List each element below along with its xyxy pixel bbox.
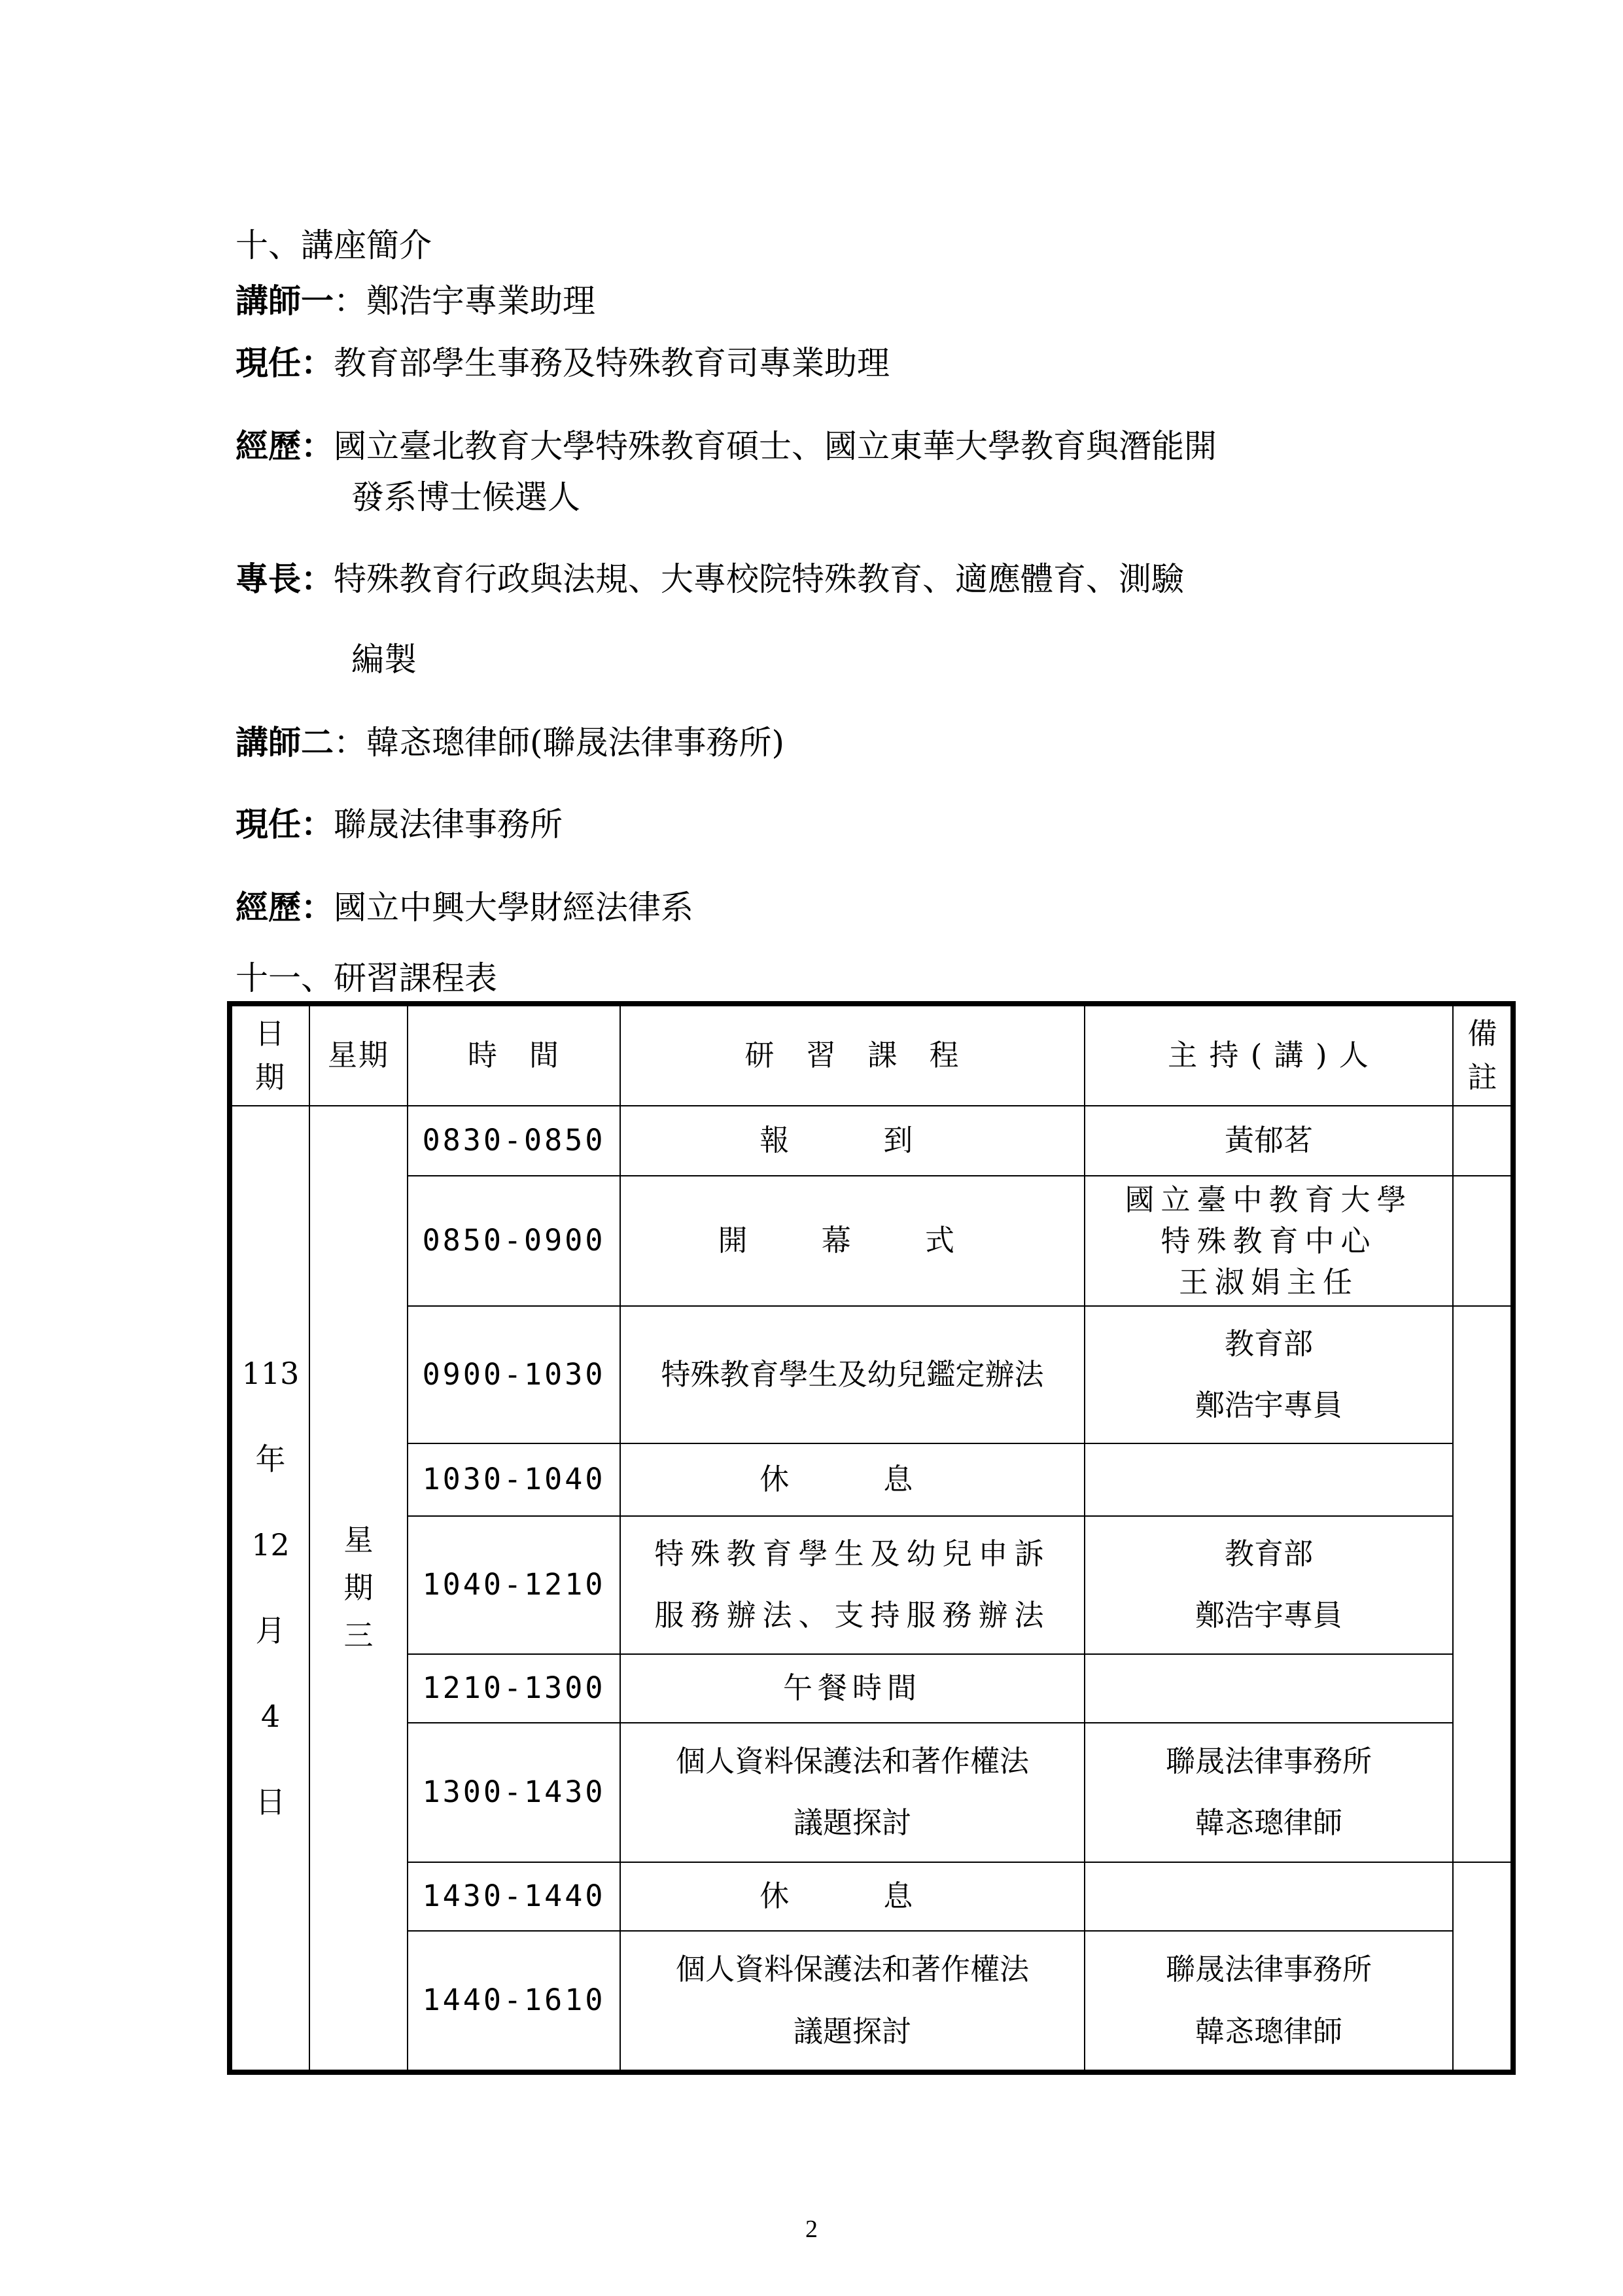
weekday-cell bbox=[309, 1106, 408, 2072]
header-date bbox=[230, 1004, 309, 1106]
speaker2-line bbox=[236, 720, 784, 766]
table-row bbox=[230, 1106, 1513, 1176]
row-course: 午餐時間 bbox=[620, 1654, 1085, 1723]
row-note bbox=[1453, 1176, 1513, 1306]
speaker2-experience-line bbox=[236, 885, 693, 930]
experience2-value: 國立中興大學財經法律系 bbox=[334, 889, 693, 927]
header-note-2: 註 bbox=[1467, 1060, 1499, 1095]
speaker1-line bbox=[236, 278, 595, 324]
row-host: 黃郁茗 bbox=[1085, 1106, 1453, 1176]
row-course: 休 息 bbox=[620, 1862, 1085, 1931]
experience-value: 國立臺北教育大學特殊教育碩士、國立東華大學教育與潛能開 bbox=[334, 427, 1217, 465]
row-course: 特殊教育學生及幼兒申訴 服務辦法、支持服務辦法 bbox=[620, 1516, 1085, 1654]
row-host: 國立臺中教育大學 特殊教育中心 王淑娟主任 bbox=[1085, 1176, 1453, 1306]
header-date-1: 日 bbox=[254, 1016, 286, 1051]
weekday-char-3: 三 bbox=[343, 1618, 374, 1653]
weekday-char-2: 期 bbox=[343, 1570, 374, 1606]
row-course: 個人資料保護法和著作權法 議題探討 bbox=[620, 1931, 1085, 2072]
specialty-label: 專長： bbox=[236, 560, 334, 598]
section-10-heading: 十、講座簡介 bbox=[236, 226, 432, 264]
table-header-row bbox=[230, 1004, 1513, 1106]
current2-value: 聯晟法律事務所 bbox=[334, 805, 563, 843]
table-row bbox=[230, 1723, 1513, 1862]
experience2-label: 經歷： bbox=[236, 889, 334, 927]
row-course: 特殊教育學生及幼兒鑑定辦法 bbox=[620, 1306, 1085, 1444]
specialty-value: 特殊教育行政與法規、大專校院特殊教育、適應體育、測驗 bbox=[334, 560, 1184, 598]
header-time: 時 間 bbox=[408, 1004, 620, 1106]
row-time: 0850-0900 bbox=[408, 1176, 620, 1306]
experience-label: 經歷： bbox=[236, 427, 334, 465]
date-month-char: 月 bbox=[255, 1612, 286, 1648]
schedule-table bbox=[227, 1001, 1516, 2075]
speaker1-specialty-line bbox=[236, 556, 1184, 602]
header-host: 主 持 ( 講 ) 人 bbox=[1085, 1004, 1453, 1106]
row-time: 0830-0850 bbox=[408, 1106, 620, 1176]
page-number: 2 bbox=[805, 2216, 818, 2243]
date-day-char: 日 bbox=[255, 1784, 286, 1820]
speaker1-label: 講師一 bbox=[236, 282, 334, 320]
speaker1-current-line bbox=[236, 340, 890, 386]
table-row bbox=[230, 1931, 1513, 2072]
current2-label: 現任： bbox=[236, 805, 334, 843]
table-row bbox=[230, 1306, 1513, 1444]
row-note bbox=[1453, 1306, 1513, 1862]
row-note bbox=[1453, 1106, 1513, 1176]
table-row bbox=[230, 1176, 1513, 1306]
row-time: 1440-1610 bbox=[408, 1931, 620, 2072]
row-time: 1040-1210 bbox=[408, 1516, 620, 1654]
row-time: 1300-1430 bbox=[408, 1723, 620, 1862]
row-host: 教育部 鄭浩宇專員 bbox=[1085, 1516, 1453, 1654]
current-label: 現任： bbox=[236, 344, 334, 382]
date-day: 4 bbox=[260, 1698, 281, 1734]
row-time: 1030-1040 bbox=[408, 1443, 620, 1515]
speaker2-label: 講師二 bbox=[236, 724, 334, 762]
row-time: 1430-1440 bbox=[408, 1862, 620, 1931]
row-course: 個人資料保護法和著作權法 議題探討 bbox=[620, 1723, 1085, 1862]
weekday-char-1: 星 bbox=[343, 1523, 374, 1558]
speaker2-value: ：韓忞璁律師(聯晟法律事務所) bbox=[334, 724, 785, 762]
row-host: 聯晟法律事務所 韓忞璁律師 bbox=[1085, 1931, 1453, 2072]
header-weekday: 星期 bbox=[309, 1004, 408, 1106]
row-host bbox=[1085, 1862, 1453, 1931]
table-row bbox=[230, 1862, 1513, 1931]
row-host bbox=[1085, 1654, 1453, 1723]
row-time: 0900-1030 bbox=[408, 1306, 620, 1444]
date-year-char: 年 bbox=[255, 1441, 286, 1477]
row-course: 開 幕 式 bbox=[620, 1176, 1085, 1306]
header-note-1: 備 bbox=[1467, 1016, 1499, 1051]
table-row bbox=[230, 1443, 1513, 1515]
specialty-value-cont: 編製 bbox=[351, 641, 417, 679]
date-cell bbox=[230, 1106, 309, 2072]
current-value: 教育部學生事務及特殊教育司專業助理 bbox=[334, 344, 890, 382]
speaker2-current-line bbox=[236, 802, 563, 847]
section-11-heading: 十一、研習課程表 bbox=[236, 959, 497, 997]
row-host: 聯晟法律事務所 韓忞璁律師 bbox=[1085, 1723, 1453, 1862]
header-date-2: 期 bbox=[254, 1060, 286, 1095]
date-year: 113 bbox=[241, 1355, 300, 1391]
speaker1-experience-line bbox=[236, 423, 1217, 469]
header-course: 研 習 課 程 bbox=[620, 1004, 1085, 1106]
speaker1-value: ：鄭浩宇專業助理 bbox=[334, 282, 595, 320]
experience-value-cont: 發系博士候選人 bbox=[351, 478, 580, 516]
table-row bbox=[230, 1654, 1513, 1723]
row-course: 報 到 bbox=[620, 1106, 1085, 1176]
date-month: 12 bbox=[251, 1527, 290, 1563]
row-host bbox=[1085, 1443, 1453, 1515]
row-time: 1210-1300 bbox=[408, 1654, 620, 1723]
row-course: 休 息 bbox=[620, 1443, 1085, 1515]
row-host: 教育部 鄭浩宇專員 bbox=[1085, 1306, 1453, 1444]
table-row bbox=[230, 1516, 1513, 1654]
header-note bbox=[1453, 1004, 1513, 1106]
